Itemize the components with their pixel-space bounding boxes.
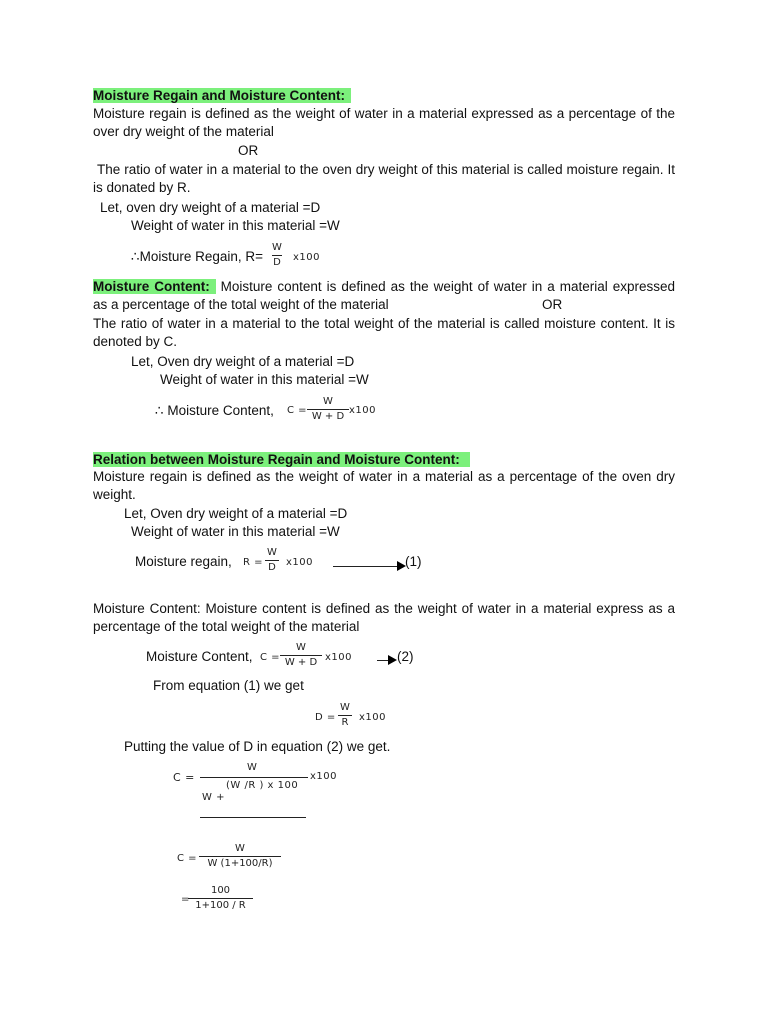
content-heading: Moisture Content: (93, 279, 216, 294)
regain-formula-label: ∴Moisture Regain, R= (131, 249, 264, 264)
eq4-den-w: W + (202, 792, 225, 803)
let-oven-dry-weight: Let, oven dry weight of a material =D (100, 200, 321, 215)
eq3-fraction (338, 702, 352, 729)
putting-value-text: Putting the value of D in equation (2) we get. (124, 739, 391, 754)
section-heading-regain-content (93, 87, 351, 105)
fraction-numerator: W (340, 702, 350, 713)
fraction-bar (280, 655, 322, 656)
eq4-multiplier: x100 (310, 771, 338, 782)
fraction-numerator: W (296, 642, 306, 653)
relation-heading (93, 451, 470, 469)
fraction-bar (199, 856, 281, 857)
fraction-bar (338, 715, 352, 716)
eq2-multiplier: x100 (325, 652, 353, 663)
fraction-bar (307, 409, 349, 410)
eq1-label: Moisture regain, (135, 554, 232, 569)
eq1-tag: (1) (405, 554, 422, 569)
eq4-lhs: C = (173, 771, 195, 784)
eq2-fraction (280, 642, 322, 669)
eq4-main-bar (200, 777, 308, 778)
let-water-weight: Weight of water in this material =W (131, 218, 340, 233)
eq1-fraction (265, 547, 279, 574)
eq1-multiplier: x100 (286, 557, 314, 568)
fraction-numerator: W (267, 547, 277, 558)
fraction-denominator: R (341, 717, 349, 728)
regain-multiplier: x100 (293, 252, 321, 263)
fraction-bar (272, 255, 282, 256)
content-definition-2: Moisture Content: Moisture content is defined as the weight of water in a material express as a percentage of the total weight of the material (93, 601, 675, 634)
fraction-numerator: W (272, 242, 282, 253)
fraction-denominator: W + D (311, 411, 345, 422)
fraction-numerator: W (235, 843, 245, 854)
fraction-numerator: W (323, 396, 333, 407)
regain-ratio-definition: The ratio of water in a material to the oven dry weight of this material is called moisture regain. It is donated by R. (93, 162, 675, 195)
or-separator-2: OR (542, 297, 563, 312)
heading-highlight: Moisture Regain and Moisture Content: (93, 88, 351, 103)
content-ratio-definition: The ratio of water in a material to the total weight of the material is called moisture content. It is denoted by C. (93, 316, 675, 349)
content-formula-label: ∴ Moisture Content, (155, 403, 274, 418)
relation-heading-highlight: Relation between Moisture Regain and Moisture Content: (93, 452, 470, 467)
fraction-denominator: W + D (284, 657, 318, 668)
eq3-lhs: D = (315, 712, 336, 723)
eq2-arrow-head (388, 655, 397, 665)
or-separator: OR (238, 143, 259, 158)
eq2-label: Moisture Content, (146, 649, 253, 664)
content-multiplier: x100 (349, 405, 377, 416)
fraction-denominator: D (273, 257, 281, 268)
let-water-weight-3: Weight of water in this material =W (131, 524, 340, 539)
eq6-fraction (188, 885, 253, 912)
fraction-denominator: 1+100 / R (195, 900, 246, 911)
fraction-denominator: W (1+100/R) (207, 858, 273, 869)
fraction-bar (188, 898, 253, 899)
from-equation-text: From equation (1) we get (153, 678, 304, 693)
eq1-arrow-line (333, 566, 399, 567)
content-definition-text: Moisture content is defined as the weight of water in a material expressed as a percentage of the total weight of the material (93, 279, 675, 312)
eq6-lhs: = (181, 894, 190, 905)
content-definition (93, 278, 675, 314)
eq5-lhs: C = (177, 853, 198, 864)
regain-definition: Moisture regain is defined as the weight of water in a material expressed as a percentage of the over dry weight of the material (93, 106, 675, 139)
regain-fraction (272, 242, 282, 269)
let-oven-dry-weight-2: Let, Oven dry weight of a material =D (131, 354, 355, 369)
eq1-lhs: R = (243, 557, 264, 568)
eq4-den-inner: (W /R ) x 100 (226, 780, 299, 791)
relation-definition: Moisture regain is defined as the weight of water in a material as a percentage of the oven dry weight. (93, 469, 675, 502)
fraction-numerator: 100 (210, 885, 231, 896)
content-formula-lhs: C = (287, 405, 308, 416)
let-oven-dry-weight-3: Let, Oven dry weight of a material =D (124, 506, 348, 521)
content-fraction (307, 396, 349, 423)
eq2-tag: (2) (397, 649, 414, 664)
eq3-multiplier: x100 (359, 712, 387, 723)
fraction-denominator: D (268, 562, 276, 573)
eq4-den-underline (200, 817, 306, 818)
fraction-bar (265, 560, 279, 561)
eq2-lhs: C = (260, 652, 281, 663)
eq4-numerator: W (247, 762, 258, 773)
eq5-fraction (199, 843, 281, 870)
let-water-weight-2: Weight of water in this material =W (160, 372, 369, 387)
